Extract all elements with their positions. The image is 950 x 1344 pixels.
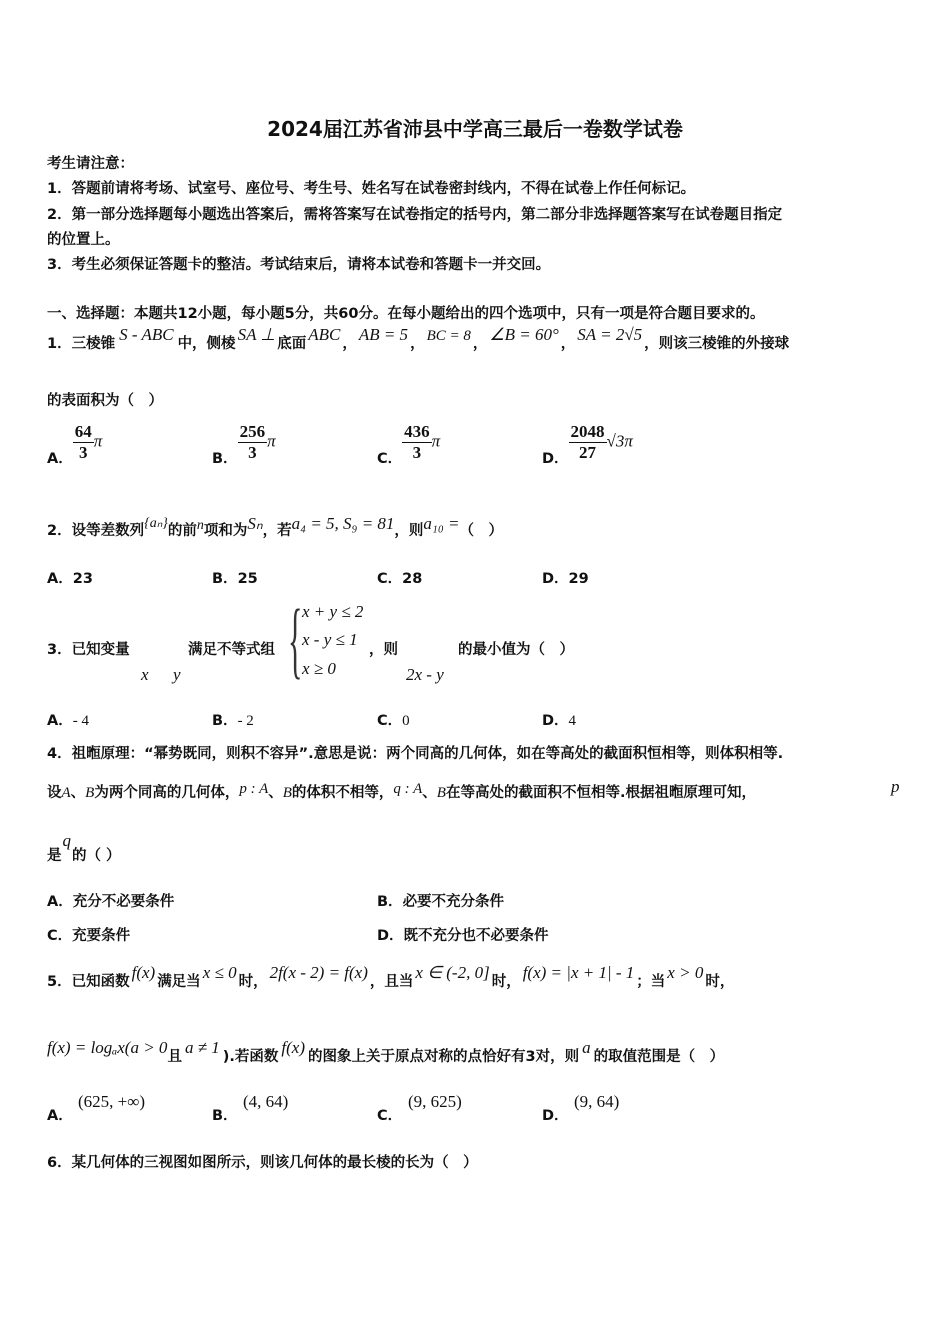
q2-option-a: A．23 bbox=[47, 571, 93, 587]
question-4-line1: 4．祖暅原理：“幂势既同，则积不容异”.意思是说：两个同高的几何体，如在等高处的截面积恒相等，则体积相等. bbox=[47, 746, 784, 762]
q1-option-a: A． $\frac{64}{3}$ π bbox=[47, 422, 103, 467]
q1-text: ，则该三棱锥的外接球 bbox=[644, 336, 790, 352]
var-x: x bbox=[141, 665, 149, 684]
section-header: 一、选择题：本题共12小题，每小题5分，共60分。在每小题给出的四个选项中，只有一项是符合题目要求的。 bbox=[47, 306, 765, 322]
q4-option-c: C．充要条件 bbox=[47, 928, 131, 944]
question-6: 6．某几何体的三视图如图所示，则该几何体的最长棱的长为（ ） bbox=[47, 1155, 478, 1171]
q1-math: ABC bbox=[308, 325, 341, 344]
question-1: 1．三棱锥 S - ABC 中，侧棱 SA ⊥ 底面 ABC ， AB = 5 ， BC = 8 ， ∠B = 60° ， SA = 2√5 ，则该三棱锥的外接球 bbox=[47, 325, 790, 352]
fraction: $\frac{64}{3}$ bbox=[74, 422, 92, 462]
objective-expr: 2x - y bbox=[406, 665, 444, 684]
notice-item: 2．第一部分选择题每小题选出答案后，需将答案写在试卷指定的括号内，第二部分非选择题答案写在试卷题目指定 bbox=[47, 207, 783, 223]
fraction: $\frac{256}{3}$ bbox=[239, 422, 266, 462]
q1-option-c: C． $\frac{436}{3}$ π bbox=[377, 422, 441, 467]
question-4-line3: 是q的（ ） bbox=[47, 831, 121, 864]
notice-item: 3．考生必须保证答题卡的整洁。考试结束后，请将本试卷和答题卡一并交回。 bbox=[47, 257, 551, 273]
question-4-line2: 设A、B为两个同高的几何体，p : A、B的体积不相等，q : A、B在等高处的截面积不恒相等.根据祖暅原理可知， bbox=[47, 781, 756, 801]
q3-option-b: B．- 2 bbox=[212, 713, 254, 729]
inequality: x + y ≤ 2 bbox=[302, 602, 364, 621]
q4-option-a: A．充分不必要条件 bbox=[47, 894, 175, 910]
inequality: x ≥ 0 bbox=[302, 659, 336, 678]
q1-math: AB = 5 bbox=[358, 325, 409, 344]
q1-math: BC = 8 bbox=[426, 328, 471, 344]
var-y: y bbox=[173, 665, 181, 684]
q1-prefix: 1．三棱锥 bbox=[47, 336, 116, 352]
left-brace: { bbox=[288, 591, 303, 687]
question-2: 2．设等差数列{aₙ}的前n项和为Sₙ，若a₄ = 5, S₉ = 81，则a₁₀ =（ ） bbox=[47, 514, 503, 539]
q1-math: SA ⊥ bbox=[237, 325, 276, 344]
notice-item: 的位置上。 bbox=[47, 232, 120, 248]
question-5-line1: 5．已知函数 f(x) 满足当 x ≤ 0 时， 2f(x - 2) = f(x) ，且当 x ∈ (-2, 0] 时， f(x) = |x + 1| - 1 ；当 x > 0 时， bbox=[47, 963, 735, 990]
notice-heading: 考生请注意： bbox=[47, 156, 134, 172]
q2-option-c: C．28 bbox=[377, 571, 423, 587]
page-title: 2024届江苏省沛县中学高三最后一卷数学试卷 bbox=[267, 117, 683, 141]
q5-option-c-value: (9, 625) bbox=[408, 1092, 462, 1111]
q5-option-c: C． bbox=[377, 1108, 403, 1124]
inequality: x - y ≤ 1 bbox=[302, 630, 358, 649]
notice-item: 1．答题前请将考场、试室号、座位号、考生号、姓名写在试卷密封线内，不得在试卷上作任何标记。 bbox=[47, 181, 696, 197]
var-p: p bbox=[891, 777, 900, 796]
q5-option-a-value: (625, +∞) bbox=[78, 1092, 146, 1111]
fraction: $\frac{436}{3}$ bbox=[404, 422, 430, 462]
question-1-line2: 的表面积为（ ） bbox=[47, 393, 163, 409]
q1-option-d: D． $\frac{2048}{27}$ √3π bbox=[542, 422, 633, 467]
q1-text: 中，侧棱 bbox=[177, 336, 236, 352]
q3-option-a: A．- 4 bbox=[47, 713, 89, 729]
fraction: $\frac{2048}{27}$ bbox=[570, 422, 605, 462]
q1-math: S - ABC bbox=[119, 325, 174, 344]
question-5-line2: f(x) = logₐx(a > 0且 a ≠ 1 ).若函数 f(x) 的图象上关于原点对称的点恰好有3对，则 a 的取值范围是（ ） bbox=[47, 1038, 725, 1065]
q3-text: 满足不等式组 bbox=[188, 642, 275, 658]
q3-text: ，则 bbox=[369, 642, 398, 658]
q2-option-d: D．29 bbox=[542, 571, 589, 587]
q1-text: 底面 bbox=[277, 336, 307, 352]
q1-option-b: B． $\frac{256}{3}$ π bbox=[212, 422, 276, 467]
q3-option-d: D．4 bbox=[542, 713, 577, 729]
q5-option-b-value: (4, 64) bbox=[243, 1092, 289, 1111]
q3-text: 的最小值为（ ） bbox=[458, 642, 574, 658]
q4-option-d: D．既不充分也不必要条件 bbox=[377, 928, 549, 944]
q1-math: SA = 2√5 bbox=[577, 325, 643, 344]
q3-prefix: 3．已知变量 bbox=[47, 642, 130, 658]
q5-option-a: A． bbox=[47, 1108, 73, 1124]
q5-option-b: B． bbox=[212, 1108, 238, 1124]
q2-option-b: B．25 bbox=[212, 571, 258, 587]
q1-math: ∠B = 60° bbox=[489, 325, 559, 344]
q5-option-d-value: (9, 64) bbox=[574, 1092, 620, 1111]
q4-option-b: B．必要不充分条件 bbox=[377, 894, 505, 910]
q3-option-c: C．0 bbox=[377, 713, 410, 729]
q5-option-d: D． bbox=[542, 1108, 569, 1124]
